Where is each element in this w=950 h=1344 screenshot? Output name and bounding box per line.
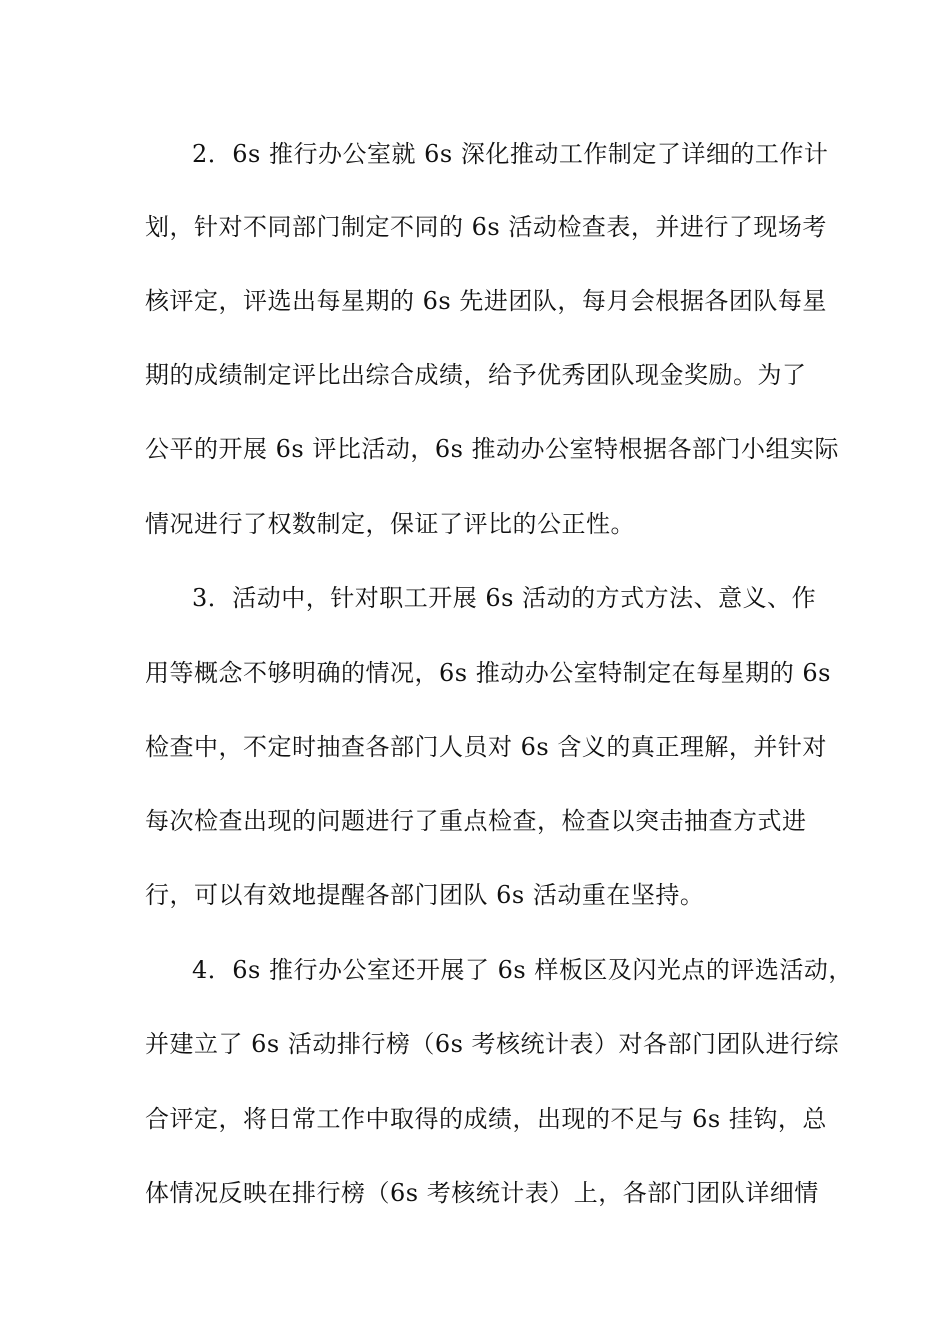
paragraph-2-line-5: 公平的开展 6s 评比活动，6s 推动办公室特根据各部门小组实际 [145,435,840,463]
paragraph-2-line-4: 期的成绩制定评比出综合成绩，给予优秀团队现金奖励。为了 [145,361,807,389]
paragraph-2-line-6: 情况进行了权数制定，保证了评比的公正性。 [145,510,635,538]
paragraph-2-line-1: 2．6s 推行办公室就 6s 深化推动工作制定了详细的工作计 [192,140,829,168]
paragraph-4-line-4: 体情况反映在排行榜（6s 考核统计表）上，各部门团队详细情 [145,1179,819,1207]
paragraph-4-line-3: 合评定，将日常工作中取得的成绩，出现的不足与 6s 挂钩，总 [145,1105,827,1133]
paragraph-3-line-3: 检查中，不定时抽查各部门人员对 6s 含义的真正理解，并针对 [145,733,827,761]
paragraph-3-line-2: 用等概念不够明确的情况，6s 推动办公室特制定在每星期的 6s [145,659,831,687]
paragraph-3-line-5: 行，可以有效地提醒各部门团队 6s 活动重在坚持。 [145,881,705,909]
paragraph-4-line-1: 4．6s 推行办公室还开展了 6s 样板区及闪光点的评选活动， [192,956,853,984]
paragraph-4-line-2: 并建立了 6s 活动排行榜（6s 考核统计表）对各部门团队进行综 [145,1030,840,1058]
paragraph-2-line-3: 核评定，评选出每星期的 6s 先进团队，每月会根据各团队每星 [145,287,827,315]
paragraph-2-line-2: 划，针对不同部门制定不同的 6s 活动检查表，并进行了现场考 [145,213,827,241]
paragraph-3-line-1: 3．活动中，针对职工开展 6s 活动的方式方法、意义、作 [192,584,817,612]
paragraph-3-line-4: 每次检查出现的问题进行了重点检查，检查以突击抽查方式进 [145,807,807,835]
